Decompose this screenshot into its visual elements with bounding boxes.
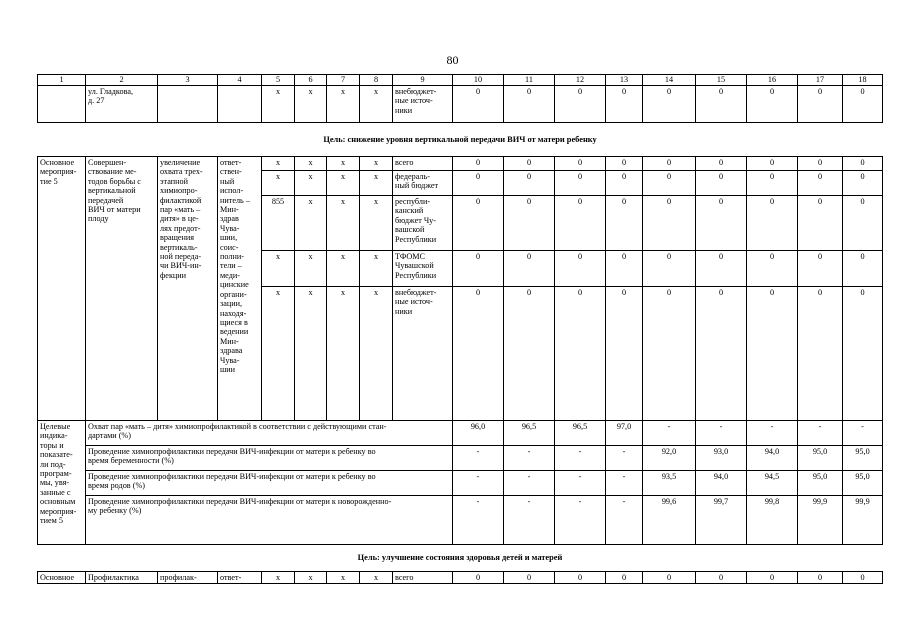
value-cell: 0: [696, 287, 747, 421]
value-cell: 0: [504, 251, 555, 287]
value-cell: 0: [747, 287, 798, 421]
cell-c6: x: [295, 251, 327, 287]
cell-text: Целевые индика- торы и показате- ли под- програм- мы, увя- занные с основным мероприя- тием 5: [40, 422, 77, 526]
cell-text: внебюджет- ные источ- ники: [395, 288, 437, 316]
value-cell: 0: [798, 572, 843, 584]
indicator-value: -: [747, 421, 798, 446]
indicator-value: 93,5: [643, 471, 696, 496]
header-cell: 1: [38, 75, 86, 86]
value-cell: 0: [843, 157, 883, 171]
indicator-value: -: [504, 471, 555, 496]
value-cell: 0: [798, 251, 843, 287]
cell-text: Основное мероприя- тие 5: [40, 158, 77, 186]
value-cell: 0: [798, 287, 843, 421]
goal-row: [38, 545, 883, 572]
indicator-value: 93,0: [696, 446, 747, 471]
indicator-value: -: [555, 446, 606, 471]
indicator-row: [38, 496, 883, 545]
value-cell: 0: [843, 572, 883, 584]
indicator-value: -: [555, 471, 606, 496]
indicator-value: 96,5: [504, 421, 555, 446]
indicator-value: -: [606, 471, 643, 496]
indicator-value: 99,6: [643, 496, 696, 545]
indicator-value: -: [555, 496, 606, 545]
indicator-value: 96,0: [453, 421, 504, 446]
indicator-value: -: [843, 421, 883, 446]
header-cell: 17: [798, 75, 843, 86]
indicator-text: [86, 496, 453, 545]
source-cell: [393, 86, 453, 123]
cell-c5: x: [262, 287, 295, 421]
cell-c6: x: [295, 572, 327, 584]
header-cell: 9: [393, 75, 453, 86]
value-cell: 0: [643, 572, 696, 584]
value-cell: 0: [747, 86, 798, 123]
cell-c6: x: [295, 157, 327, 171]
indicator-value: 92,0: [643, 446, 696, 471]
goal-row: [38, 123, 883, 157]
value-cell: 0: [555, 287, 606, 421]
value-cell: 0: [747, 196, 798, 251]
cell-text: внебюджет- ные источ- ники: [395, 87, 437, 115]
indicator-value: 95,0: [843, 446, 883, 471]
value-cell: 0: [798, 196, 843, 251]
header-cell: 4: [218, 75, 262, 86]
value-cell: 0: [606, 572, 643, 584]
budget-table: [37, 74, 883, 584]
value-cell: 0: [555, 196, 606, 251]
value-cell: 0: [747, 251, 798, 287]
value-cell: 0: [747, 157, 798, 171]
indicator-value: 95,0: [798, 471, 843, 496]
source-cell: [393, 196, 453, 251]
value-cell: 0: [843, 287, 883, 421]
source-cell: [393, 287, 453, 421]
value-cell: 0: [504, 86, 555, 123]
value-cell: 0: [798, 171, 843, 196]
indicator-row: [38, 446, 883, 471]
cell-c5: x: [262, 171, 295, 196]
value-cell: 0: [643, 86, 696, 123]
cell-c7: x: [327, 157, 360, 171]
indicator-value: 99,8: [747, 496, 798, 545]
value-cell: 0: [555, 157, 606, 171]
value-cell: 0: [606, 86, 643, 123]
goal-heading: Цель: снижение уровня вертикальной передачи ВИЧ от матери ребенку: [38, 123, 883, 157]
cell-c6: x: [295, 171, 327, 196]
header-cell: 15: [696, 75, 747, 86]
cell-text: всего: [395, 158, 414, 167]
event-cell: [86, 157, 158, 421]
cell-col4: [218, 86, 262, 123]
value-cell: 0: [555, 572, 606, 584]
value-cell: 0: [555, 251, 606, 287]
value-cell: 0: [798, 157, 843, 171]
value-cell: 0: [606, 251, 643, 287]
value-cell: 0: [504, 196, 555, 251]
header-cell: 7: [327, 75, 360, 86]
indicator-value: 99,9: [798, 496, 843, 545]
cell-col3: профилак-: [158, 572, 218, 584]
cell-text: Проведение химиопрофилактики передачи ВИЧ-инфекции от матери к ребенку во время беременности (%): [88, 447, 376, 466]
header-cell: 6: [295, 75, 327, 86]
cell-c8: x: [360, 171, 393, 196]
indicator-value: -: [643, 421, 696, 446]
cell-c8: x: [360, 251, 393, 287]
cell-text: ТФОМС Чувашской Республики: [395, 252, 437, 280]
cell-c8: x: [360, 86, 393, 123]
cell-col1: Основное: [38, 572, 86, 584]
cell-text: ул. Гладкова, д. 27: [88, 87, 134, 106]
cell-c5: x: [262, 157, 295, 171]
cell-text: федераль- ный бюджет: [395, 172, 439, 191]
value-cell: 0: [643, 251, 696, 287]
cell-c6: x: [295, 287, 327, 421]
cell-text: республи- канский бюджет Чу- вашской Республики: [395, 197, 437, 244]
indicator-text: [86, 421, 453, 446]
value-cell: 0: [555, 171, 606, 196]
cell-c7: x: [327, 196, 360, 251]
indicator-value: -: [453, 446, 504, 471]
value-cell: 0: [798, 86, 843, 123]
value-cell: 0: [843, 171, 883, 196]
table-row: [38, 572, 883, 584]
value-cell: 0: [643, 171, 696, 196]
indicator-value: -: [504, 446, 555, 471]
value-cell: 0: [606, 196, 643, 251]
indicator-value: -: [798, 421, 843, 446]
cell-col1: [38, 86, 86, 123]
cell-c6: x: [295, 86, 327, 123]
indicator-row: [38, 421, 883, 446]
header-cell: 18: [843, 75, 883, 86]
value-cell: 0: [696, 86, 747, 123]
cell-c7: x: [327, 572, 360, 584]
table-row: [38, 157, 883, 171]
value-cell: 0: [843, 251, 883, 287]
value-cell: 0: [504, 572, 555, 584]
header-cell: 10: [453, 75, 504, 86]
header-cell: 14: [643, 75, 696, 86]
value-cell: 0: [696, 196, 747, 251]
value-cell: 0: [643, 157, 696, 171]
value-cell: 0: [453, 86, 504, 123]
header-cell: 8: [360, 75, 393, 86]
value-cell: 0: [843, 86, 883, 123]
value-cell: 0: [606, 171, 643, 196]
source-cell: всего: [393, 572, 453, 584]
value-cell: 0: [643, 287, 696, 421]
value-cell: 0: [747, 171, 798, 196]
indicator-value: 97,0: [606, 421, 643, 446]
goal-description-cell: [158, 157, 218, 421]
indicator-text: [86, 471, 453, 496]
cell-c8: x: [360, 287, 393, 421]
value-cell: 0: [606, 287, 643, 421]
indicator-value: -: [504, 496, 555, 545]
value-cell: 0: [696, 171, 747, 196]
indicator-row: [38, 471, 883, 496]
cell-col3: [158, 86, 218, 123]
page-number: 80: [446, 53, 459, 67]
value-cell: 0: [504, 171, 555, 196]
cell-text: ответ- ствен- ный испол- нитель – Мин- здрав Чува- шии, соис- полни- тели – меди- цинские органи- зации, находя- щиеся в ведении Мин- здрава Чува- шии: [220, 158, 250, 374]
value-cell: 0: [453, 196, 504, 251]
value-cell: 0: [606, 157, 643, 171]
cell-text: Совершен- ствование ме- тодов борьбы с вертикальной передачей ВИЧ от матери плоду: [88, 158, 141, 224]
header-cell: 12: [555, 75, 606, 86]
source-cell: [393, 251, 453, 287]
header-cell: 11: [504, 75, 555, 86]
source-cell: [393, 171, 453, 196]
cell-c6: x: [295, 196, 327, 251]
indicator-text: [86, 446, 453, 471]
cell-text: Проведение химиопрофилактики передачи ВИЧ-инфекции от матери к ребенку во время родов (%): [88, 472, 376, 491]
value-cell: 0: [453, 572, 504, 584]
indicator-value: -: [453, 471, 504, 496]
value-cell: 0: [453, 251, 504, 287]
header-cell: 2: [86, 75, 158, 86]
cell-address: [86, 86, 158, 123]
header-cell: 5: [262, 75, 295, 86]
cell-text: Проведение химиопрофилактики передачи ВИЧ-инфекции от матери к новорожденно- му ребенку (%): [88, 497, 392, 516]
header-cell: 13: [606, 75, 643, 86]
cell-c7: x: [327, 86, 360, 123]
indicator-value: -: [606, 446, 643, 471]
value-cell: 0: [747, 572, 798, 584]
cell-c5: x: [262, 251, 295, 287]
indicator-value: 95,0: [798, 446, 843, 471]
indicator-value: -: [696, 421, 747, 446]
cell-col2: Профилактика: [86, 572, 158, 584]
cell-c7: x: [327, 171, 360, 196]
indicator-value: 99,9: [843, 496, 883, 545]
executor-cell: [218, 157, 262, 421]
indicator-value: 99,7: [696, 496, 747, 545]
value-cell: 0: [504, 287, 555, 421]
indicator-value: 96,5: [555, 421, 606, 446]
indicator-value: 94,0: [747, 446, 798, 471]
table-row: [38, 86, 883, 123]
header-row: [38, 75, 883, 86]
value-cell: 0: [453, 157, 504, 171]
indicator-value: 94,0: [696, 471, 747, 496]
value-cell: 0: [453, 287, 504, 421]
cell-text: увеличение охвата трех- этапной химиопро- филактикой пар «мать – дитя» в це- лях предот- вращения вертикаль- ной переда- чи ВИЧ-ин- фекции: [160, 158, 203, 280]
cell-c5: x: [262, 86, 295, 123]
cell-c8: x: [360, 157, 393, 171]
cell-c7: x: [327, 287, 360, 421]
indicator-value: -: [606, 496, 643, 545]
source-cell: [393, 157, 453, 171]
cell-text: Охват пар «мать – дитя» химиопрофилактикой в соответствии с действующими стан- дартами (%): [88, 422, 387, 441]
value-cell: 0: [696, 572, 747, 584]
cell-c8: x: [360, 196, 393, 251]
indicator-value: -: [453, 496, 504, 545]
value-cell: 0: [843, 196, 883, 251]
cell-c8: x: [360, 572, 393, 584]
cell-col4: ответ-: [218, 572, 262, 584]
measure-cell: [38, 157, 86, 421]
indicators-label: [38, 421, 86, 545]
value-cell: 0: [504, 157, 555, 171]
cell-c7: x: [327, 251, 360, 287]
cell-c5: 855: [262, 196, 295, 251]
value-cell: 0: [696, 251, 747, 287]
header-cell: 3: [158, 75, 218, 86]
goal-heading: Цель: улучшение состояния здоровья детей и матерей: [38, 545, 883, 572]
header-cell: 16: [747, 75, 798, 86]
indicator-value: 95,0: [843, 471, 883, 496]
value-cell: 0: [696, 157, 747, 171]
indicator-value: 94,5: [747, 471, 798, 496]
cell-c5: x: [262, 572, 295, 584]
value-cell: 0: [453, 171, 504, 196]
value-cell: 0: [555, 86, 606, 123]
value-cell: 0: [643, 196, 696, 251]
